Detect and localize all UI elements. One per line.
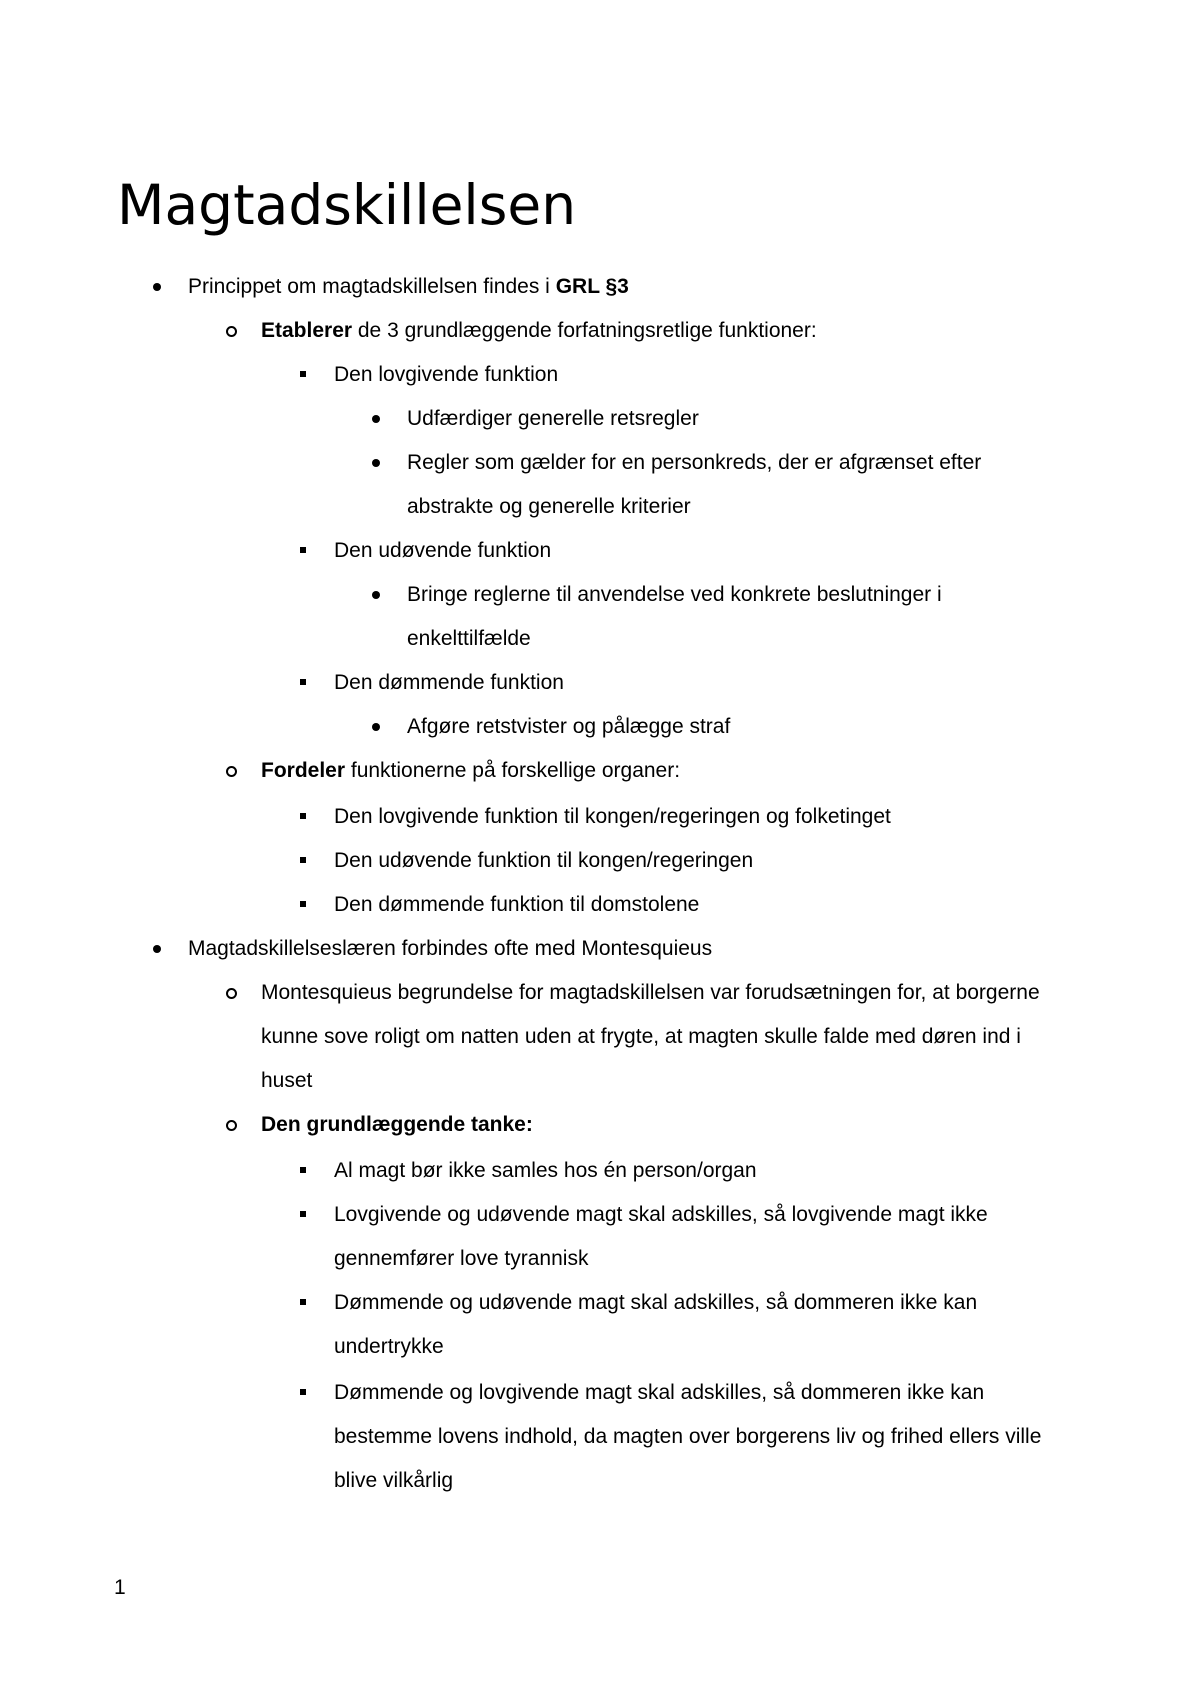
bullet-square-icon bbox=[300, 813, 306, 819]
bullet-square-icon bbox=[300, 901, 306, 907]
list-item-level2: Fordeler funktionerne på forskellige organer: bbox=[261, 749, 680, 793]
bullet-square-icon bbox=[300, 1389, 306, 1395]
bullet-disc-icon bbox=[153, 945, 161, 953]
bullet-disc-icon bbox=[372, 723, 380, 731]
list-item-level3: Den lovgivende funktion bbox=[334, 353, 558, 397]
bullet-circle-icon bbox=[226, 766, 237, 777]
page-number: 1 bbox=[114, 1576, 126, 1599]
list-item-continuation: kunne sove roligt om natten uden at frygte, at magten skulle falde med døren ind i bbox=[261, 1025, 1021, 1048]
list-item-level3: Den dømmende funktion til domstolene bbox=[334, 883, 699, 927]
list-item-level3: Den udøvende funktion til kongen/regeringen bbox=[334, 839, 753, 883]
list-item-level4: Afgøre retstvister og pålægge straf bbox=[407, 705, 730, 749]
list-item-level4: Udfærdiger generelle retsregler bbox=[407, 397, 699, 441]
list-item-level3: Den udøvende funktion bbox=[334, 529, 551, 573]
bullet-disc-icon bbox=[153, 283, 161, 291]
bullet-square-icon bbox=[300, 679, 306, 685]
list-item-continuation: bestemme lovens indhold, da magten over borgerens liv og frihed ellers ville bbox=[334, 1425, 1042, 1448]
list-item-level3: Den dømmende funktion bbox=[334, 661, 564, 705]
bullet-square-icon bbox=[300, 371, 306, 377]
bullet-disc-icon bbox=[372, 591, 380, 599]
list-item-level3: Dømmende og lovgivende magt skal adskilles, så dommeren ikke kan bbox=[334, 1371, 984, 1415]
list-item-continuation: huset bbox=[261, 1069, 313, 1092]
bullet-square-icon bbox=[300, 1167, 306, 1173]
bullet-circle-icon bbox=[226, 1120, 237, 1131]
list-item-level3: Lovgivende og udøvende magt skal adskilles, så lovgivende magt ikke bbox=[334, 1193, 988, 1237]
list-item-continuation: undertrykke bbox=[334, 1335, 444, 1358]
list-item-level3: Dømmende og udøvende magt skal adskilles, så dommeren ikke kan bbox=[334, 1281, 977, 1325]
list-item-level1: Princippet om magtadskillelsen findes i GRL §3 bbox=[188, 265, 629, 309]
bullet-square-icon bbox=[300, 1211, 306, 1217]
list-item-continuation: abstrakte og generelle kriterier bbox=[407, 495, 691, 518]
bullet-square-icon bbox=[300, 1299, 306, 1305]
bullet-square-icon bbox=[300, 547, 306, 553]
bullet-square-icon bbox=[300, 857, 306, 863]
list-item-level2: Den grundlæggende tanke: bbox=[261, 1103, 533, 1147]
list-item-level2: Etablerer de 3 grundlæggende forfatningsretlige funktioner: bbox=[261, 309, 817, 353]
list-item-level3: Den lovgivende funktion til kongen/regeringen og folketinget bbox=[334, 795, 891, 839]
list-item-level2: Montesquieus begrundelse for magtadskillelsen var forudsætningen for, at borgerne bbox=[261, 971, 1040, 1015]
list-item-level4: Regler som gælder for en personkreds, der er afgrænset efter bbox=[407, 441, 981, 485]
list-item-continuation: blive vilkårlig bbox=[334, 1469, 454, 1492]
bullet-disc-icon bbox=[372, 415, 380, 423]
bullet-disc-icon bbox=[372, 459, 380, 467]
bullet-circle-icon bbox=[226, 988, 237, 999]
page-title: Magtadskillelsen bbox=[117, 173, 577, 237]
list-item-level1: Magtadskillelseslæren forbindes ofte med Montesquieus bbox=[188, 927, 712, 971]
list-item-level3: Al magt bør ikke samles hos én person/organ bbox=[334, 1149, 757, 1193]
list-item-continuation: gennemfører love tyrannisk bbox=[334, 1247, 589, 1270]
list-item-level4: Bringe reglerne til anvendelse ved konkrete beslutninger i bbox=[407, 573, 942, 617]
bullet-circle-icon bbox=[226, 326, 237, 337]
list-item-continuation: enkelttilfælde bbox=[407, 627, 531, 650]
